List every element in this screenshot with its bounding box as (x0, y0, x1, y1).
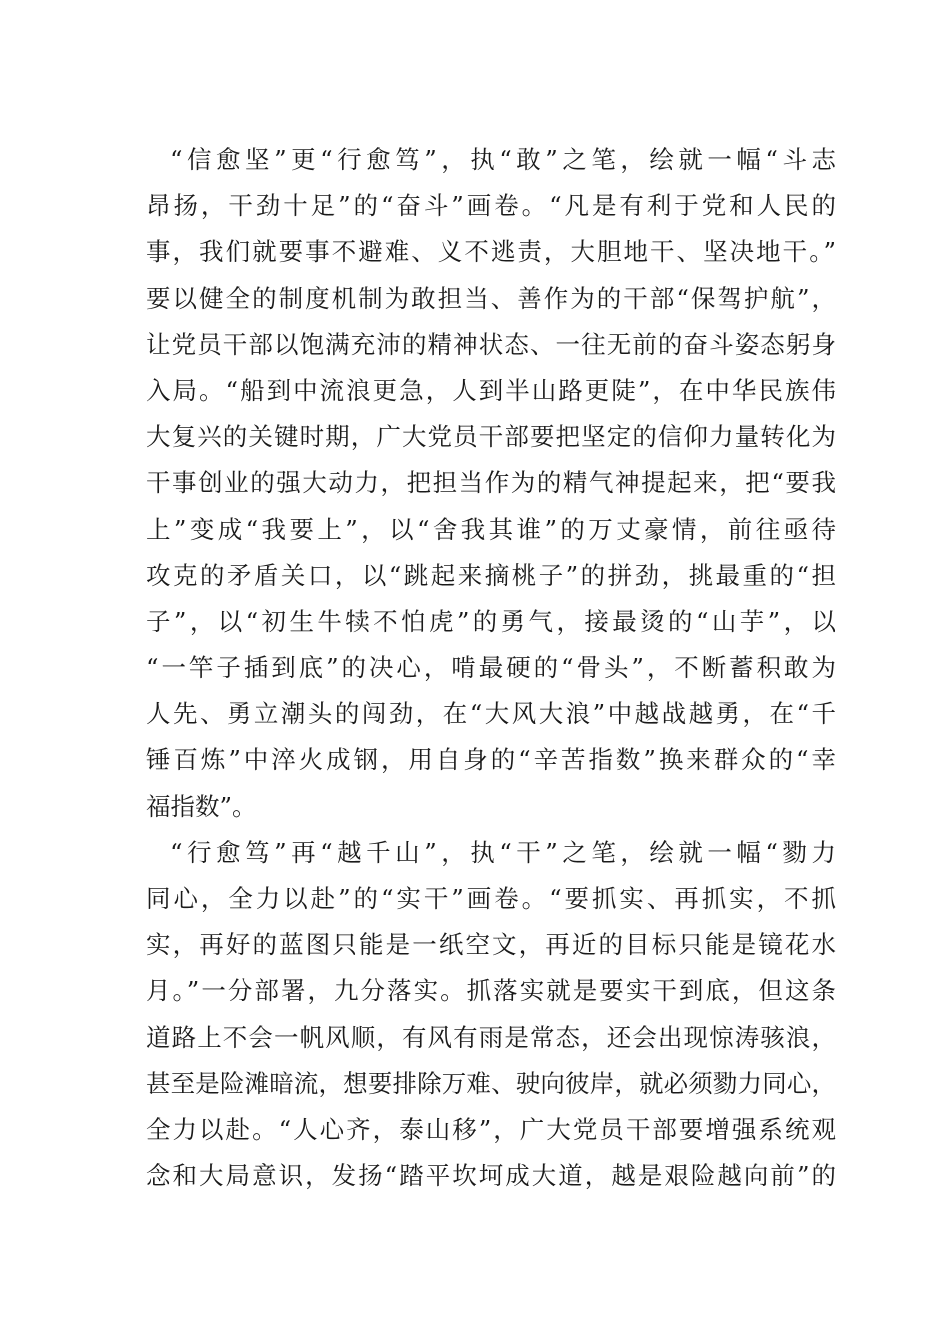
text-line: 人先、勇立潮头的闯劲，在“大风大浪”中越战越勇，在“千 (146, 699, 836, 729)
body-text (146, 137, 836, 1199)
text-line: 锤百炼”中淬火成钢，用自身的“辛苦指数”换来群众的“幸 (146, 745, 836, 775)
text-line: 福指数”。 (146, 791, 257, 821)
text-line: 攻克的矛盾关口，以“跳起来摘桃子”的拼劲，挑最重的“担 (146, 560, 836, 590)
text-line: 念和大局意识，发扬“踏平坎坷成大道，越是艰险越向前”的 (146, 1161, 836, 1191)
text-line: 让党员干部以饱满充沛的精神状态、一往无前的奋斗姿态躬身 (146, 329, 836, 359)
text-line: 入局。“船到中流浪更急，人到半山路更陡”，在中华民族伟 (146, 375, 836, 405)
text-line: 甚至是险滩暗流，想要排除万难、驶向彼岸，就必须勠力同心， (146, 1068, 836, 1098)
text-line: 事，我们就要事不避难、义不逃责，大胆地干、坚决地干。” (146, 237, 836, 267)
text-line: 子”，以“初生牛犊不怕虎”的勇气，接最烫的“山芋”，以 (146, 606, 836, 636)
text-line: 要以健全的制度机制为敢担当、善作为的干部“保驾护航”， (146, 283, 836, 313)
text-line: 全力以赴。“人心齐，泰山移”，广大党员干部要增强系统观 (146, 1114, 836, 1144)
text-line: 道路上不会一帆风顺，有风有雨是常态，还会出现惊涛骇浪， (146, 1022, 836, 1052)
text-line: 大复兴的关键时期，广大党员干部要把坚定的信仰力量转化为 (146, 422, 836, 452)
text-line: 月。”一分部署，九分落实。抓落实就是要实干到底，但这条 (146, 976, 836, 1006)
text-line: “行愈笃”再“越千山”，执“干”之笔，绘就一幅“勠力 (170, 837, 836, 867)
text-line: “一竿子插到底”的决心，啃最硬的“骨头”，不断蓄积敢为 (146, 653, 836, 683)
paragraph-2 (146, 830, 836, 1200)
text-line: “信愈坚”更“行愈笃”，执“敢”之笔，绘就一幅“斗志 (170, 145, 836, 174)
text-line: 上”变成“我要上”，以“舍我其谁”的万丈豪情，前往亟待 (146, 514, 836, 544)
text-line: 同心，全力以赴”的“实干”画卷。“要抓实、再抓实，不抓 (146, 884, 836, 913)
text-line: 实，再好的蓝图只能是一纸空文，再近的目标只能是镜花水 (146, 930, 836, 960)
text-line: 干事创业的强大动力，把担当作为的精气神提起来，把“要我 (146, 468, 836, 498)
paragraph-1 (146, 137, 836, 830)
text-line: 昂扬，干劲十足”的“奋斗”画卷。“凡是有利于党和人民的 (146, 191, 836, 221)
